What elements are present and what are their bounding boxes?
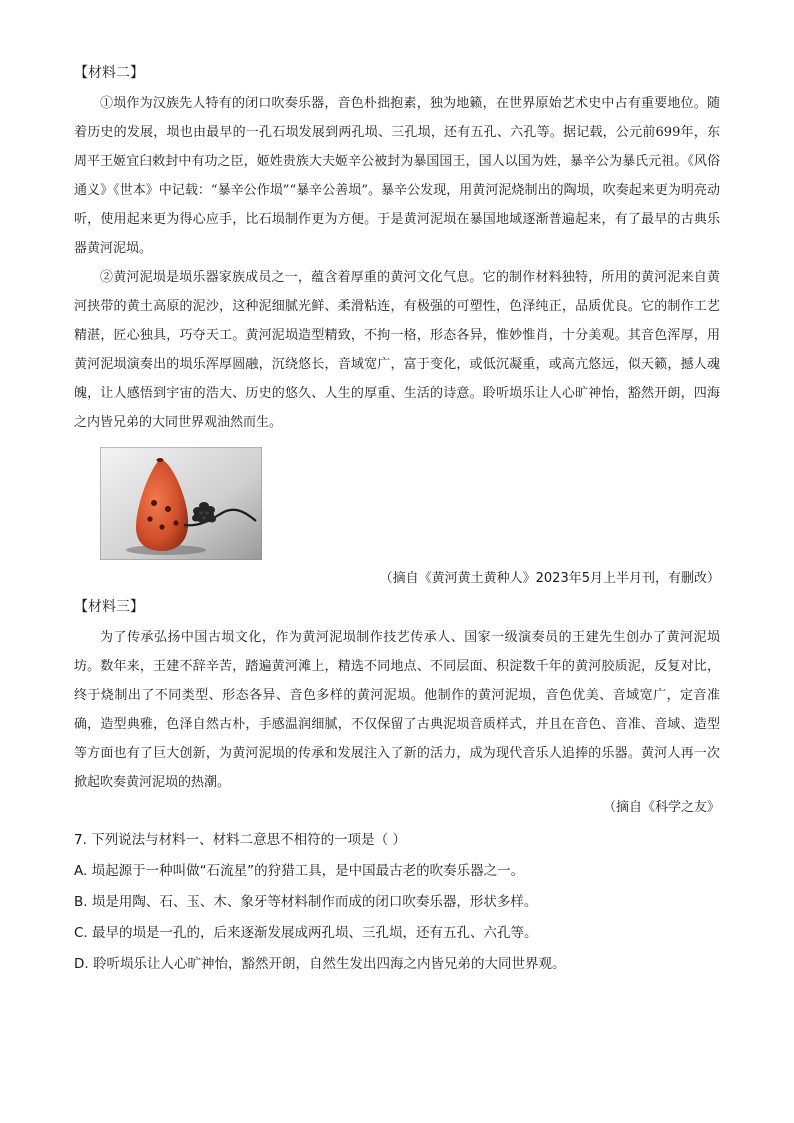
material2-paragraph-2: ②黄河泥埙是埙乐器家族成员之一，蕴含着厚重的黄河文化气息。它的制作材料独特，所用的黄河泥来自黄河挟带的黄土高原的泥沙，这种泥细腻光鲜、柔滑粘连，有极强的可塑性，色泽纯正，品质优良。它的制作工艺精湛，匠心独具，巧夺天工。黄河泥埙造型精致，不拘一格，形态各异，惟妙惟肖，十分美观。其音色浑厚，用黄河泥埙演奏出的埙乐浑厚圆融，沉绕悠长，音域宽广，富于变化，或低沉凝重，或高亢悠远，似天籁，撼人魂魄，让人感悟到宇宙的浩大、历史的悠久、人生的厚重、生活的诗意。聆听埙乐让人心旷神怡，豁然开朗，四海之内皆兄弟的大同世界观油然而生。 <box>74 270 720 430</box>
material3-heading: 【材料三】 <box>74 599 144 615</box>
material2-heading: 【材料二】 <box>74 65 144 81</box>
question-7-stem: 7. 下列说法与材料一、材料二意思不相符的一项是（ ） <box>74 832 406 848</box>
xun-photo <box>100 447 262 560</box>
question-7-option-b: B. 埙是用陶、石、玉、木、象牙等材料制作而成的闭口吹奏乐器，形状多样。 <box>74 894 538 910</box>
material2-source: （摘自《黄河黄土黄种人》2023年5月上半月刊，有删改） <box>379 571 720 586</box>
document-page <box>74 62 720 980</box>
material3-paragraph: 为了传承弘扬中国古埙文化，作为黄河泥埙制作技艺传承人、国家一级演奏员的王建先生创办了黄河泥埙坊。数年来，王建不辞辛苦，踏遍黄河滩上，精选不同地点、不同层面、积淀数千年的黄河胶质泥，反复对比，终于烧制出了不同类型、形态各异、音色多样的黄河泥埙。他制作的黄河泥埙，音色优美、音域宽广，定音准确，造型典雅，色泽自然古朴，手感温润细腻，不仅保留了古典泥埙音质样式，并且在音色、音准、音域、造型等方面也有了巨大创新，为黄河泥埙的传承和发展注入了新的活力，成为现代音乐人追捧的乐器。黄河人再一次掀起吹奏黄河泥埙的热潮。 <box>74 630 720 790</box>
material3-source: （摘自《科学之友》 <box>602 800 720 815</box>
question-7-option-d: D. 聆听埙乐让人心旷神怡，豁然开朗，自然生发出四海之内皆兄弟的大同世界观。 <box>74 956 566 972</box>
question-7-option-c: C. 最早的埙是一孔的，后来逐渐发展成两孔埙、三孔埙，还有五孔、六孔等。 <box>74 925 538 941</box>
material2-paragraph-1: ①埙作为汉族先人特有的闭口吹奏乐器，音色朴拙抱素，独为地籁，在世界原始艺术史中占有重要地位。随着历史的发展，埙也由最早的一孔石埙发展到两孔埙、三孔埙，还有五孔、六孔等。据记载，公元前699年，东周平王姬宜臼敕封中有功之臣，姬姓贵族大夫姬辛公被封为暴国国王，国人以国为姓，暴辛公为暴氏元祖。《风俗通义》《世本》中记载：“暴辛公作埙”“暴辛公善埙”。暴辛公发现，用黄河泥烧制出的陶埙，吹奏起来更为明亮动听，使用起来更为得心应手，比石埙制作更为方便。于是黄河泥埙在暴国地域逐渐普遍起来，有了最早的古典乐器黄河泥埙。 <box>74 96 720 256</box>
question-7-option-a: A. 埙起源于一种叫做“石流星”的狩猎工具，是中国最古老的吹奏乐器之一。 <box>74 863 525 879</box>
